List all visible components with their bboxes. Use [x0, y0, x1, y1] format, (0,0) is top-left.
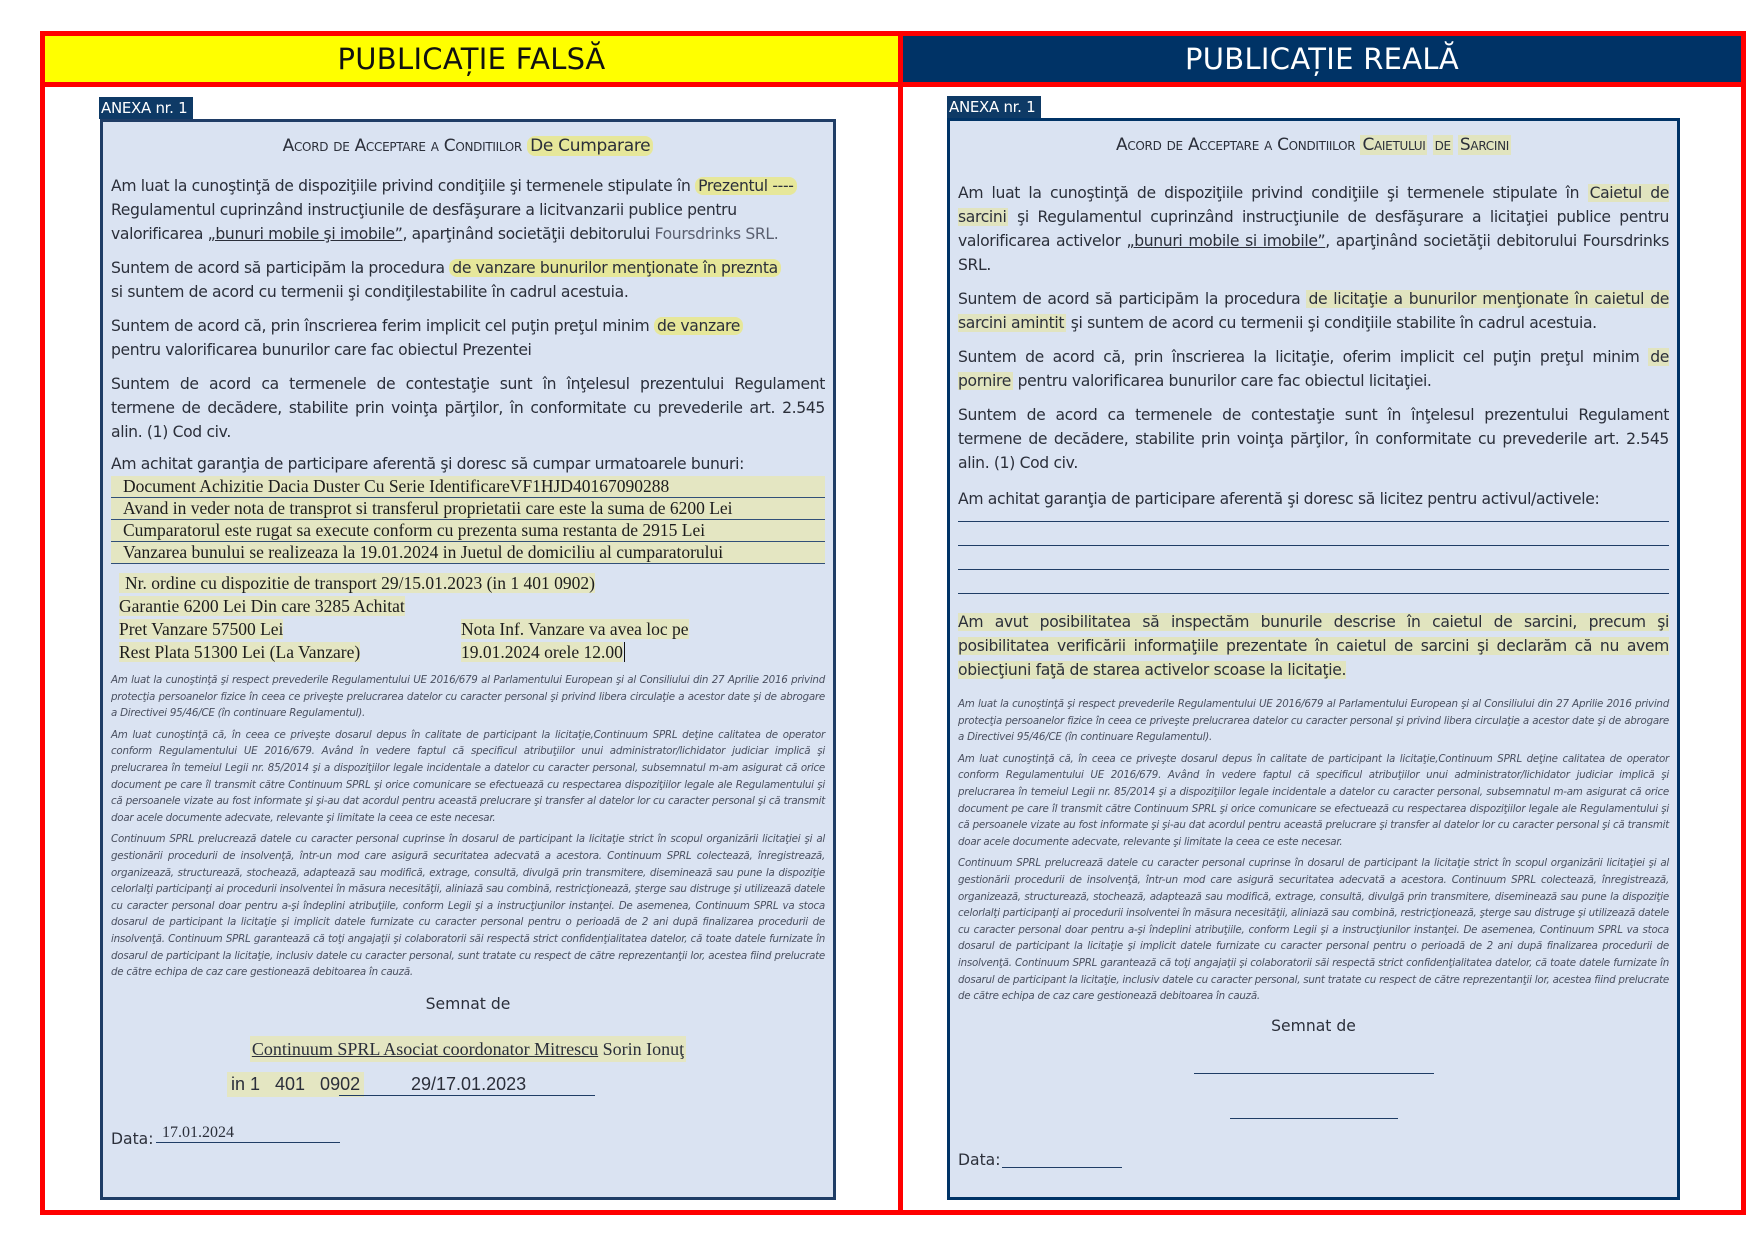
real-gdpr-3: Continuum SPRL prelucrează datele cu caracter personal cuprinse în dosarul de participant la licitaţie strict în scopul organizării licitaţiei şi al gestionării procedurii de insolvenţă, într-un mod care asigură securitatea adecvată a acestora. Continuum SPRL colectează, înregistrează, organizează, structurează, stochează, adaptează sau modifică, extrage, consultă, divulgă prin transmitere, diseminează sau pune la dispoziţie celorlalţi participanţi ai procedurii insolventei în măsura necesităţii, aliniază sau combină, restricţionează, şterge sau distruge şi utilizează datele cu caracter personal doar pentru a-şi îndeplini atribuţiile, conform Legii şi a instrucţiunilor instanţei. De asemenea, Continuum SPRL va stoca dosarul de participant la licitaţie şi implicit datele furnizate cu caracter personal pentru o perioadă de 2 ani după finalizarea procedurii de insolvenţă. Continuum SPRL garantează că toţi angajaţii şi colaboratorii săi respectă strict confidenţialitatea datelor, că toate datele furnizate în dosarul de participant la licitaţie, inclusiv datele cu caracter personal, sunt tratate cu respect de către reprezentanţii lor, acestea fiind prelucrate de către echipa de caz care gestionează debitoarea în cauză. — [958, 857, 1669, 1003]
fake-filled-line: Document Achizitie Dacia Duster Cu Serie IdentificareVF1HJD40167090288 — [111, 476, 825, 498]
real-publication-header: PUBLICAȚIE REALĂ — [903, 36, 1741, 82]
fake-filled-line: Vanzarea bunului se realizeaza la 19.01.2024 in Juetul de domiciliu al cumparatorului — [111, 542, 825, 564]
header-row — [45, 36, 1741, 87]
real-p3-text: Suntem de acord că, prin înscrierea la licitaţie, oferim implicit cel puţin preţul minim — [958, 348, 1649, 366]
fake-document — [100, 119, 836, 1200]
fake-paragraph-5: Am achitat garanţia de participare aferentă şi doresc să cumpar urmatoarele bunuri: — [111, 455, 745, 473]
fake-p1-text-2: Regulamentul cuprinzând instrucţiunile de desfăşurare a licitvanzarii publice pentru valorificarea — [111, 201, 737, 243]
real-paragraph-1 — [950, 181, 1677, 277]
fake-p3-text-2: pentru valorificarea bunurilor care fac obiectul Prezentei — [111, 341, 532, 359]
real-date-row — [950, 1147, 1677, 1177]
fake-p1-goods: „bunuri mobile şi imobile” — [207, 225, 403, 243]
fake-publication-header: PUBLICAȚIE FALSĂ — [45, 36, 898, 82]
fake-signed-by-label: Semnat de — [425, 994, 511, 1013]
asset-blank-line[interactable] — [958, 521, 1669, 522]
fake-paragraph-2 — [103, 256, 833, 304]
real-paragraph-6 — [950, 610, 1677, 682]
real-p1-goods: „bunuri mobile si imobile” — [1126, 232, 1326, 250]
fake-signer — [103, 1039, 833, 1060]
fake-filled-line: Cumparatorul este rugat sa execute conform cu prezenta suma restanta de 2915 Lei — [111, 520, 825, 542]
asset-blank-line[interactable] — [958, 593, 1669, 594]
fake-filled-line: Avand in veder nota de transprot si transferul proprietatii care este la suma de 6200 Lei — [111, 498, 825, 520]
fake-garantie: Garantie 6200 Lei Din care 3285 Achitat — [119, 596, 405, 616]
real-title-highlight: de — [1434, 135, 1451, 155]
fake-anexa-tab: ANEXA nr. 1 — [99, 97, 193, 119]
column-divider — [898, 36, 903, 1210]
fake-date-row — [103, 1124, 833, 1154]
real-gdpr-2: Am luat cunoştinţă că, în ceea ce priveşte dosarul depus în calitate de participant la licitaţie,Continuum SPRL deţine calitatea de operator conform Regulamentului UE 2016/679. Având în vedere faptul că specificul atribuţiilor unui administrator/lichidator judiciar implică şi prelucrarea în temeiul Legii nr. 85/2014 şi a dispoziţiilor legale incidentale a datelor cu caracter personal, subsemnatul m-am asigurat că orice document pe care îl transmit către Continuum SPRL şi orice comunicare se efectuează cu respectarea dispoziţiilor legale ale Regulamentului şi că persoanele vizate au fost informate şi şi-au dat acordul pentru această prelucrare şi transfer al datelor lor cu caracter personal şi că transmit doar acele documente adecvate, relevante şi limitate la ceea ce este necesar. — [958, 752, 1669, 848]
real-p1-text-3: , aparţinând societăţii debitorului Foursdrinks SRL. — [958, 232, 1669, 274]
fake-p1-highlight: Prezentul ---- — [695, 177, 796, 195]
asset-blank-line[interactable] — [958, 569, 1669, 570]
real-document-title — [950, 135, 1677, 155]
fake-p2-text-2: si suntem de acord cu termenii şi condiţilestabilite în cadrul acestuia. — [111, 283, 629, 301]
fake-date-label: Data: — [111, 1129, 154, 1148]
real-p1-highlight: Caietul de sarcini — [958, 184, 1669, 226]
fake-order-line: Nr. ordine cu dispozitie de transport 29/15.01.2023 (in 1 401 0902) — [119, 573, 595, 593]
fake-p3-highlight: de vanzare — [654, 317, 743, 335]
real-p6-highlight: Am avut posibilitatea să inspectăm bunurile descrise în caietul de sarcini, precum şi posibilitatea verificării informaţiile prezentate în caietul de sarcini şi declarăm că nu avem obiecţiuni faţă de starea activelor scoase la licitaţie. — [958, 613, 1669, 679]
fake-p3-text: Suntem de acord că, prin înscrierea ferim implicit cel puţin preţul minim — [111, 317, 654, 335]
real-paragraph-2 — [950, 287, 1677, 335]
text-cursor — [624, 642, 625, 662]
real-title-highlight: Sarcini — [1459, 135, 1509, 155]
real-title-highlight: Caietului — [1362, 135, 1426, 155]
fake-p1-company: Foursdrinks SRL. — [654, 225, 779, 243]
real-blank-asset-lines — [950, 521, 1677, 594]
fake-gdpr-1: Am luat la cunoştinţă şi respect prevederile Regulamentului UE 2016/679 al Parlamentului European şi al Consiliului din 27 Aprilie 2016 privind protecţia persoanelor fizice în ceea ce priveşte prelucrarea datelor cu caracter personal şi privind libera circulaţie a acestor date şi de abrogare a Directivei 95/46/CE (în continuare Regulamentul). — [111, 674, 825, 720]
real-signed-by-label: Semnat de — [1271, 1016, 1356, 1035]
real-p2-text-2: şi suntem de acord cu termenii şi condiţiile stabilite în cadrul acestuia. — [1066, 314, 1597, 332]
real-p3-highlight: de pornire — [958, 348, 1669, 390]
fake-reg-number: in 1 401 0902 — [227, 1072, 364, 1097]
fake-nota-1: Nota Inf. Vanzare va avea loc pe — [461, 619, 689, 639]
fake-date-value: 17.01.2024 — [156, 1124, 340, 1143]
real-signature-line[interactable] — [1194, 1073, 1434, 1074]
real-document — [947, 118, 1680, 1200]
fake-p1-text-3: , aparţinând societăţii debitorului — [402, 225, 655, 243]
asset-blank-line[interactable] — [958, 545, 1669, 546]
real-date-field[interactable] — [1002, 1167, 1122, 1168]
fake-reg-date: 29/17.01.2023 — [339, 1074, 595, 1096]
fake-p2-text: Suntem de acord să participăm la procedura — [111, 259, 450, 277]
real-p1-text: Am luat la cunoştinţă de dispoziţiile privind condiţiile şi termenele stipulate în — [958, 184, 1588, 202]
fake-nota-2: 19.01.2024 orele 12.00 — [461, 642, 623, 662]
real-anexa-tab: ANEXA nr. 1 — [947, 96, 1041, 118]
fake-signer-underlined: Continuum SPRL Asociat coordonator Mitrescu — [251, 1038, 599, 1059]
fake-paragraph-1 — [103, 174, 833, 246]
real-gdpr-1: Am luat la cunoştinţă şi respect prevederile Regulamentului UE 2016/679 al Parlamentului European şi al Consiliului din 27 Aprilie 2016 privind protecţia persoanelor fizice în ceea ce priveşte prelucrarea datelor cu caracter personal şi privind libera circulaţie a acestor date şi de abrogare a Directivei 95/46/CE (în continuare Regulamentul). — [958, 698, 1669, 744]
fake-gdpr-2: Am luat cunoştinţă că, în ceea ce priveşte dosarul depus în calitate de participant la licitaţie,Continuum SPRL deţine calitatea de operator conform Regulamentului UE 2016/679. Având în vedere faptul că specificul atribuţiilor unui administrator/lichidator judiciar implică şi prelucrarea în temeiul Legii nr. 85/2014 şi a dispoziţiilor legale incidentale a datelor cu caracter personal, subsemnatul m-am asigurat că orice document pe care îl transmit către Continuum SPRL şi orice comunicare se efectuează cu respectarea dispoziţiilor legale ale Regulamentului şi că persoanele vizate au fost informate şi şi-au dat acordul pentru această prelucrare şi transfer al datelor lor cu caracter personal şi că transmit doar acele documente adecvate, relevante şi limitate la ceea ce este necesar. — [111, 728, 825, 824]
fake-gdpr-3: Continuum SPRL prelucrează datele cu caracter personal cuprinse în dosarul de participant la licitaţie strict în scopul organizării licitaţiei şi al gestionării procedurii de insolvenţă, într-un mod care asigură securitatea adecvată a acestora. Continuum SPRL colectează, înregistrează, organizează, structurează, stochează, adaptează sau modifică, extrage, consultă, divulgă prin transmitere, diseminează sau pune la dispoziţie celorlalţi participanţi ai procedurii insolventei în măsura necesităţii, aliniază sau combină, restricţionează, şterge sau distruge şi utilizează datele cu caracter personal doar pentru a-şi îndeplini atribuţiile, conform Legii şi a instrucţiunilor instanţei. De asemenea, Continuum SPRL va stoca dosarul de participant la licitaţie şi implicit datele furnizate cu caracter personal pentru o perioadă de 2 ani după finalizarea procedurii de insolvenţă. Continuum SPRL garantează că toţi angajaţii şi colaboratorii săi respectă strict confidenţialitatea datelor, că toate datele furnizate în dosarul de participant la licitaţie, inclusiv datele cu caracter personal, sunt tratate cu respect de către reprezentanţii lor, acestea fiind prelucrate de către echipa de caz care gestionează debitoarea în cauză. — [111, 833, 825, 979]
real-date-label: Data: — [958, 1150, 1001, 1169]
fake-title-highlight: De Cumparare — [527, 136, 653, 156]
fake-paragraph-3 — [103, 314, 833, 362]
fake-sale-details — [119, 572, 825, 664]
fake-document-title — [103, 136, 833, 156]
fake-paragraph-4: Suntem de acord ca termenele de contestaţie sunt în înţelesul prezentului Regulament termene de decădere, stabilite prin voinţa părţilor, în conformitate cu prevederile art. 2.545 alin. (1) Cod civ. — [111, 375, 825, 441]
real-paragraph-3 — [950, 345, 1677, 393]
fake-filled-lines — [103, 476, 833, 564]
real-paragraph-4: Suntem de acord ca termenele de contestaţie sunt în înţelesul prezentului Regulament termene de decădere, stabilite prin voinţa părţilor, în conformitate cu prevederile art. 2.545 alin. (1) Cod civ. — [958, 406, 1669, 472]
real-p2-highlight: de licitaţie a bunurilor menţionate în caietul de sarcini amintit — [958, 290, 1669, 332]
real-p1-text-2: şi Regulamentul cuprinzând instrucţiunile de desfăşurare a licitaţiei publice pentru valorificarea activelor — [958, 208, 1669, 250]
real-title-main: Acord de Acceptare a Conditiilor — [1115, 135, 1356, 155]
real-paragraph-5: Am achitat garanţia de participare aferentă şi doresc să licitez pentru activul/activele: — [958, 490, 1600, 508]
fake-registration — [103, 1068, 833, 1102]
real-registration-line[interactable] — [1230, 1118, 1398, 1119]
fake-title-main: Acord de Acceptare a Conditiilor — [282, 136, 522, 156]
real-p2-text: Suntem de acord să participăm la procedura — [958, 290, 1307, 308]
fake-signer-name: Sorin Ionuţ — [598, 1038, 685, 1059]
fake-p2-highlight: de vanzare bunurilor menţionate în preznta — [449, 259, 781, 277]
real-p3-text-2: pentru valorificarea bunurilor care fac obiectul licitaţiei. — [1013, 372, 1432, 390]
fake-rest: Rest Plata 51300 Lei (La Vanzare) — [119, 642, 361, 662]
fake-pret: Pret Vanzare 57500 Lei — [119, 619, 284, 639]
fake-p1-text: Am luat la cunoştinţă de dispoziţiile privind condiţiile şi termenele stipulate în — [111, 177, 696, 195]
